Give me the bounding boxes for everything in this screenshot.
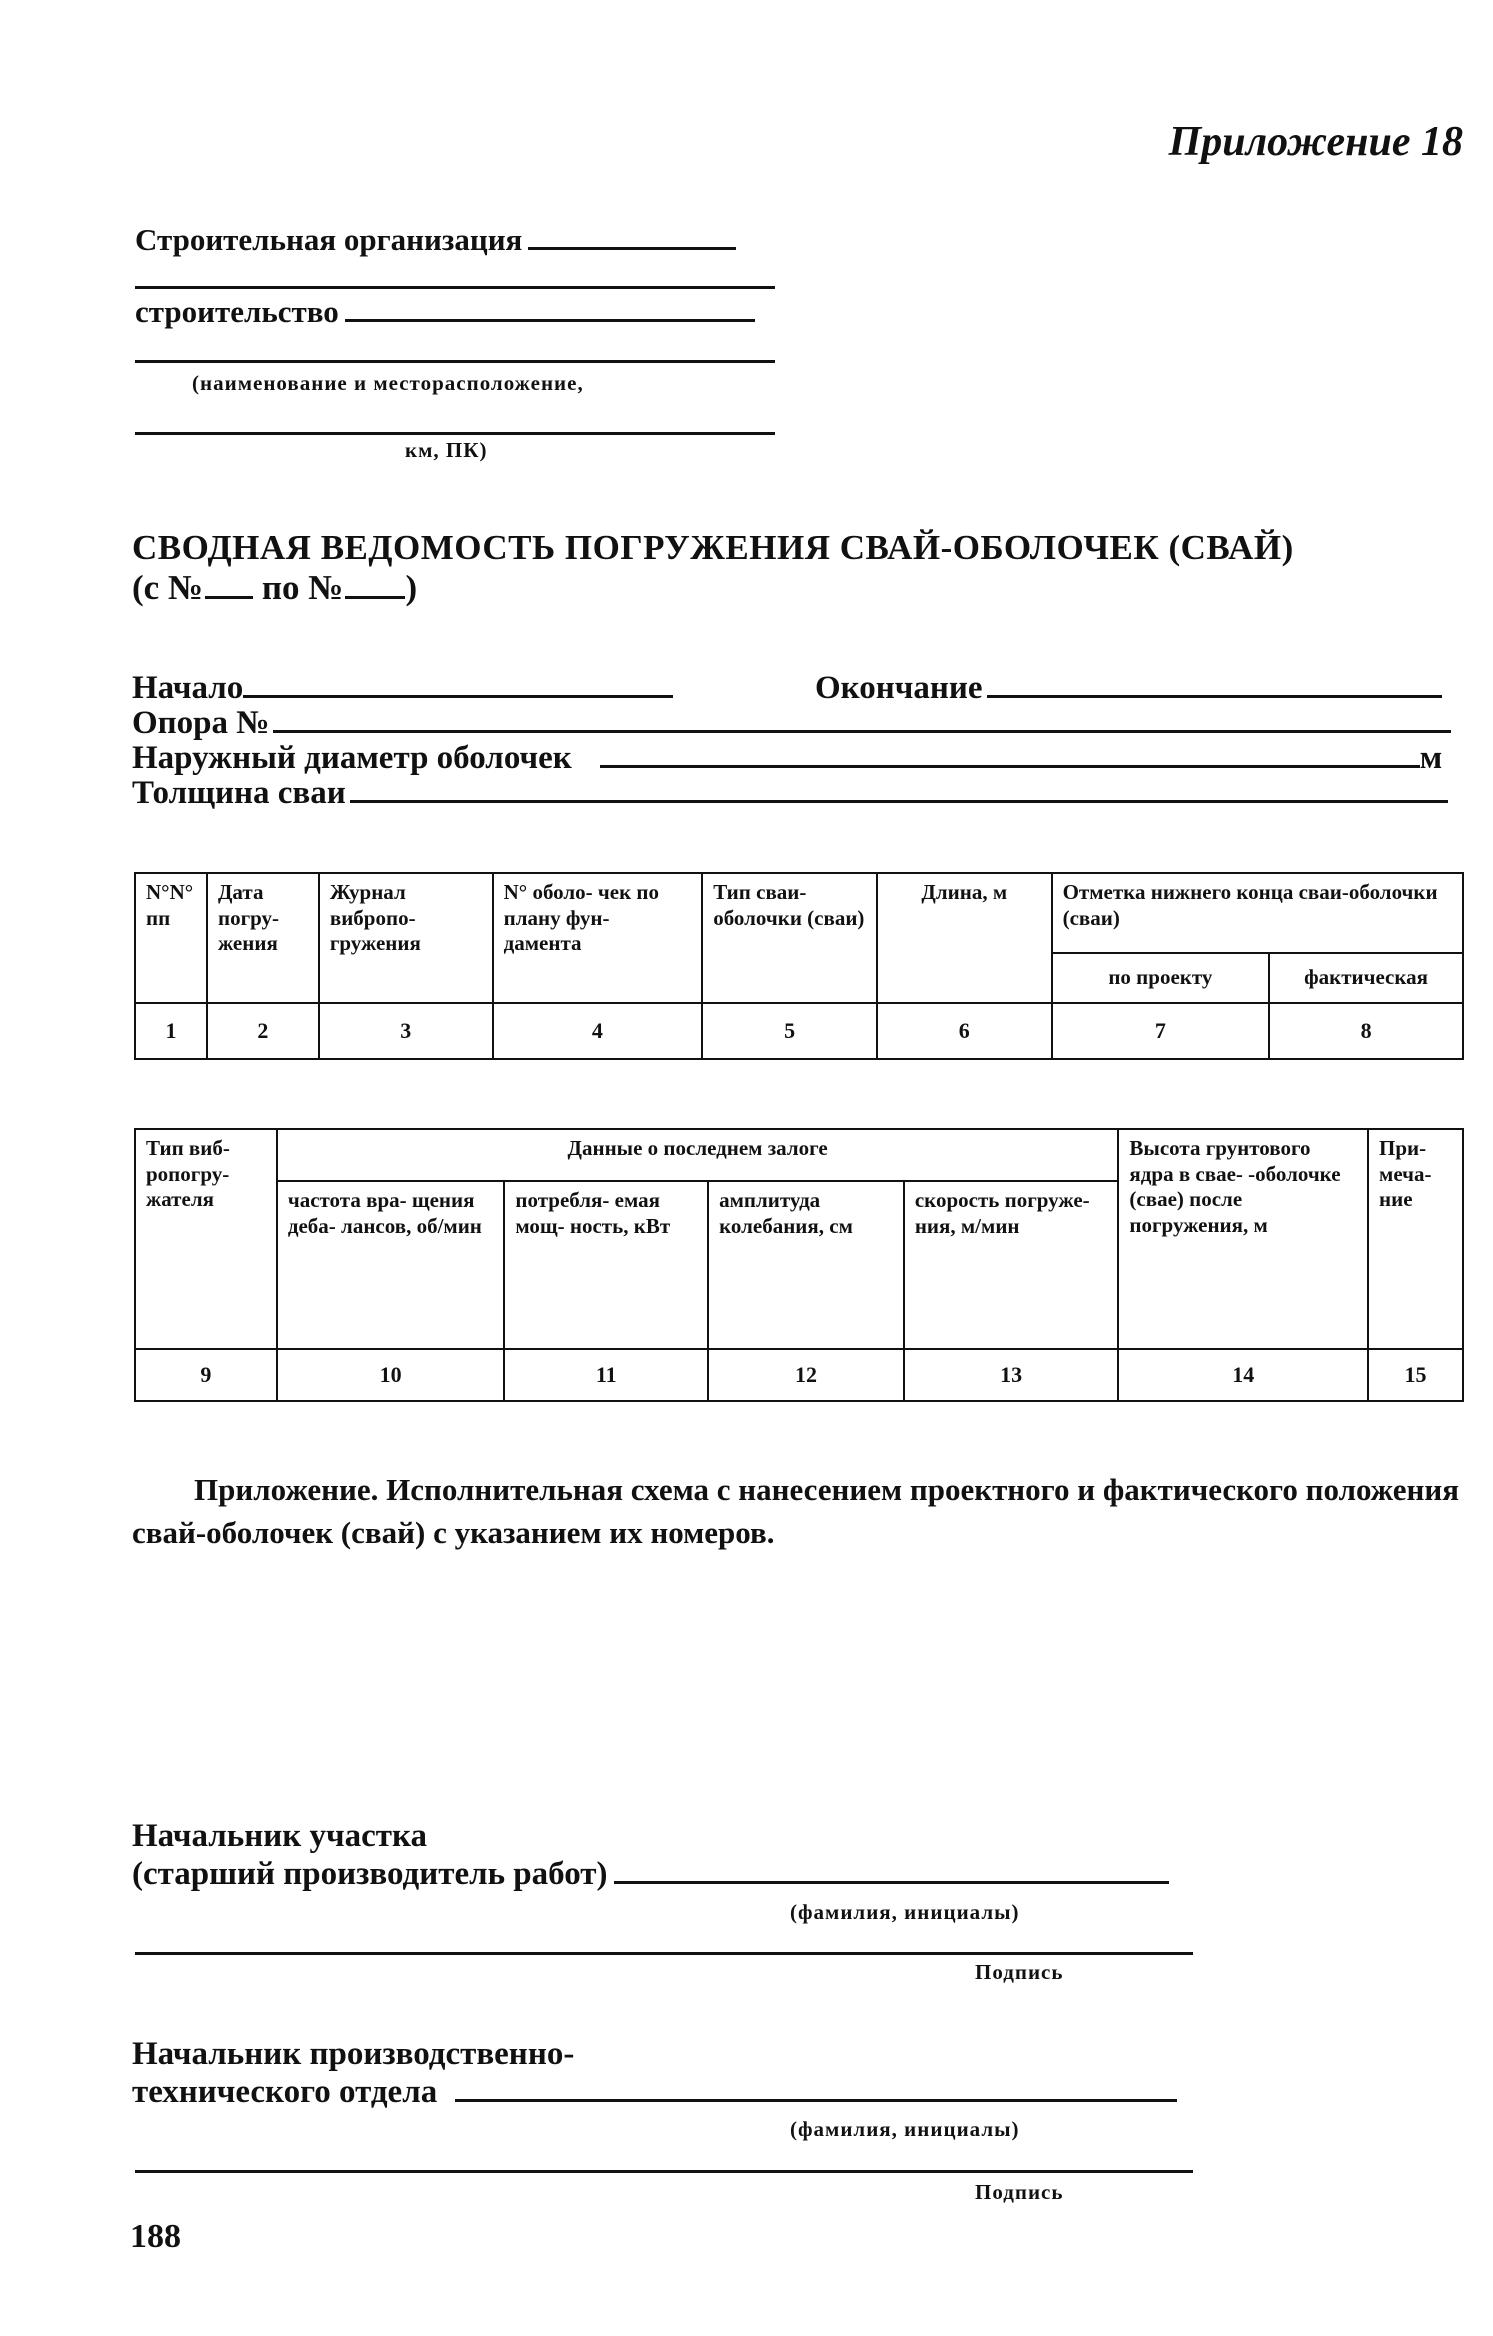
pto-chief-name-input[interactable] bbox=[455, 2098, 1177, 2102]
t1-header-col5: Тип сваи- оболочки (сваи) bbox=[702, 873, 877, 1003]
t2-number-cell: 11 bbox=[504, 1349, 708, 1401]
diameter-unit: м bbox=[1419, 740, 1443, 776]
title-range-open: (с № bbox=[132, 568, 204, 607]
t1-number-cell: 6 bbox=[877, 1003, 1052, 1059]
appendix-label: Приложение 18 bbox=[1168, 119, 1463, 165]
t2-header-col14: Высота грунтового ядра в свае- -оболочке (свае) после погружения, м bbox=[1118, 1129, 1368, 1349]
support-label: Опора № bbox=[132, 705, 270, 741]
construction-label-row bbox=[135, 294, 755, 330]
org-label-row bbox=[135, 222, 736, 258]
org-input-line[interactable] bbox=[528, 246, 736, 250]
t1-header-col4: N° оболо- чек по плану фун- дамента bbox=[493, 873, 703, 1003]
section-chief-name-input[interactable] bbox=[614, 1880, 1169, 1884]
thickness-input-line[interactable] bbox=[350, 799, 1448, 803]
t1-header-col7: по проекту bbox=[1052, 953, 1270, 1003]
start-label: Начало bbox=[132, 670, 244, 706]
end-field bbox=[815, 670, 1442, 707]
diameter-label: Наружный диаметр оболочек bbox=[132, 740, 572, 776]
caption-name-2: (фамилия, инициалы) bbox=[790, 2117, 1020, 2141]
range-to-input[interactable] bbox=[345, 595, 405, 599]
pile-table-1 bbox=[134, 872, 1464, 1060]
start-input-line[interactable] bbox=[243, 694, 673, 698]
location-input-line[interactable] bbox=[135, 432, 775, 435]
t1-header-group: Отметка нижнего конца сваи-оболочки (сваи) bbox=[1052, 873, 1463, 953]
title-range-close: ) bbox=[405, 568, 418, 607]
support-field bbox=[132, 705, 1451, 742]
t2-header-col9: Тип виб- ропогру- жателя bbox=[135, 1129, 277, 1349]
caption-km-pk: км, ПК) bbox=[405, 438, 488, 462]
t2-header-col10: частота вра- щения деба- лансов, об/мин bbox=[277, 1181, 505, 1349]
construction-input-line[interactable] bbox=[345, 318, 755, 322]
construction-label: строительство bbox=[135, 294, 339, 329]
document-title: СВОДНАЯ ВЕДОМОСТЬ ПОГРУЖЕНИЯ СВАЙ-ОБОЛОЧЕК (СВАЙ) bbox=[132, 528, 1294, 567]
section-chief-row bbox=[132, 1856, 1169, 1894]
org-label: Строительная организация bbox=[135, 222, 523, 257]
range-from-input[interactable] bbox=[205, 595, 253, 599]
t1-number-cell: 7 bbox=[1052, 1003, 1270, 1059]
t2-number-cell: 9 bbox=[135, 1349, 277, 1401]
org-input-line-2[interactable] bbox=[135, 286, 775, 289]
diameter-input-line[interactable] bbox=[600, 764, 1420, 768]
section-chief-line1: Начальник участка bbox=[132, 1818, 427, 1854]
thickness-field bbox=[132, 775, 1448, 812]
t1-header-col8: фактическая bbox=[1269, 953, 1463, 1003]
section-chief-signature-line[interactable] bbox=[135, 1952, 1193, 1955]
t2-header-group: Данные о последнем залоге bbox=[277, 1129, 1119, 1181]
t2-number-cell: 10 bbox=[277, 1349, 505, 1401]
pto-chief-signature-line[interactable] bbox=[135, 2170, 1193, 2173]
t1-number-cell: 3 bbox=[319, 1003, 493, 1059]
t2-header-col15: При- меча- ние bbox=[1368, 1129, 1463, 1349]
construction-input-line-2[interactable] bbox=[135, 360, 775, 363]
caption-signature-2: Подпись bbox=[975, 2180, 1064, 2204]
t1-number-cell: 4 bbox=[493, 1003, 703, 1059]
thickness-label: Толщина сваи bbox=[132, 775, 346, 811]
diameter-field bbox=[132, 740, 1442, 777]
t1-header-col1: N°N° пп bbox=[135, 873, 207, 1003]
t2-header-col11: потребля- емая мощ- ность, кВт bbox=[504, 1181, 708, 1349]
support-input-line[interactable] bbox=[273, 729, 1451, 733]
t1-number-cell: 5 bbox=[702, 1003, 877, 1059]
t2-number-cell: 13 bbox=[904, 1349, 1119, 1401]
pto-chief-row bbox=[132, 2074, 1177, 2112]
pto-chief-line2: технического отдела bbox=[132, 2074, 438, 2110]
t1-number-cell: 8 bbox=[1269, 1003, 1463, 1059]
end-input-line[interactable] bbox=[987, 694, 1442, 698]
caption-name-location: (наименование и месторасположение, bbox=[192, 371, 584, 395]
t1-header-col3: Журнал вибропо- гружения bbox=[319, 873, 493, 1003]
caption-name: (фамилия, инициалы) bbox=[790, 1900, 1020, 1924]
t1-header-col6: Длина, м bbox=[877, 873, 1052, 1003]
t2-number-cell: 14 bbox=[1118, 1349, 1368, 1401]
t2-number-cell: 15 bbox=[1368, 1349, 1463, 1401]
page-number: 188 bbox=[130, 2218, 181, 2255]
pto-chief-line1: Начальник производственно- bbox=[132, 2036, 575, 2072]
start-field bbox=[132, 670, 673, 707]
t2-header-col12: амплитуда колебания, см bbox=[708, 1181, 904, 1349]
title-range bbox=[132, 568, 417, 608]
title-range-mid: по № bbox=[261, 568, 344, 607]
section-chief-line2: (старший производитель работ) bbox=[132, 1856, 608, 1892]
pile-table-2 bbox=[134, 1128, 1464, 1402]
t1-header-col2: Дата погру- жения bbox=[207, 873, 319, 1003]
attachment-note: Приложение. Исполнительная схема с нанесением проектного и фактического положения свай-оболочек (свай) с указанием их номеров. bbox=[132, 1472, 1460, 1551]
t1-number-cell: 1 bbox=[135, 1003, 207, 1059]
t2-header-col13: скорость погруже- ния, м/мин bbox=[904, 1181, 1119, 1349]
t1-number-cell: 2 bbox=[207, 1003, 319, 1059]
end-label: Окончание bbox=[815, 670, 983, 706]
caption-signature: Подпись bbox=[975, 1960, 1064, 1984]
t2-number-cell: 12 bbox=[708, 1349, 904, 1401]
